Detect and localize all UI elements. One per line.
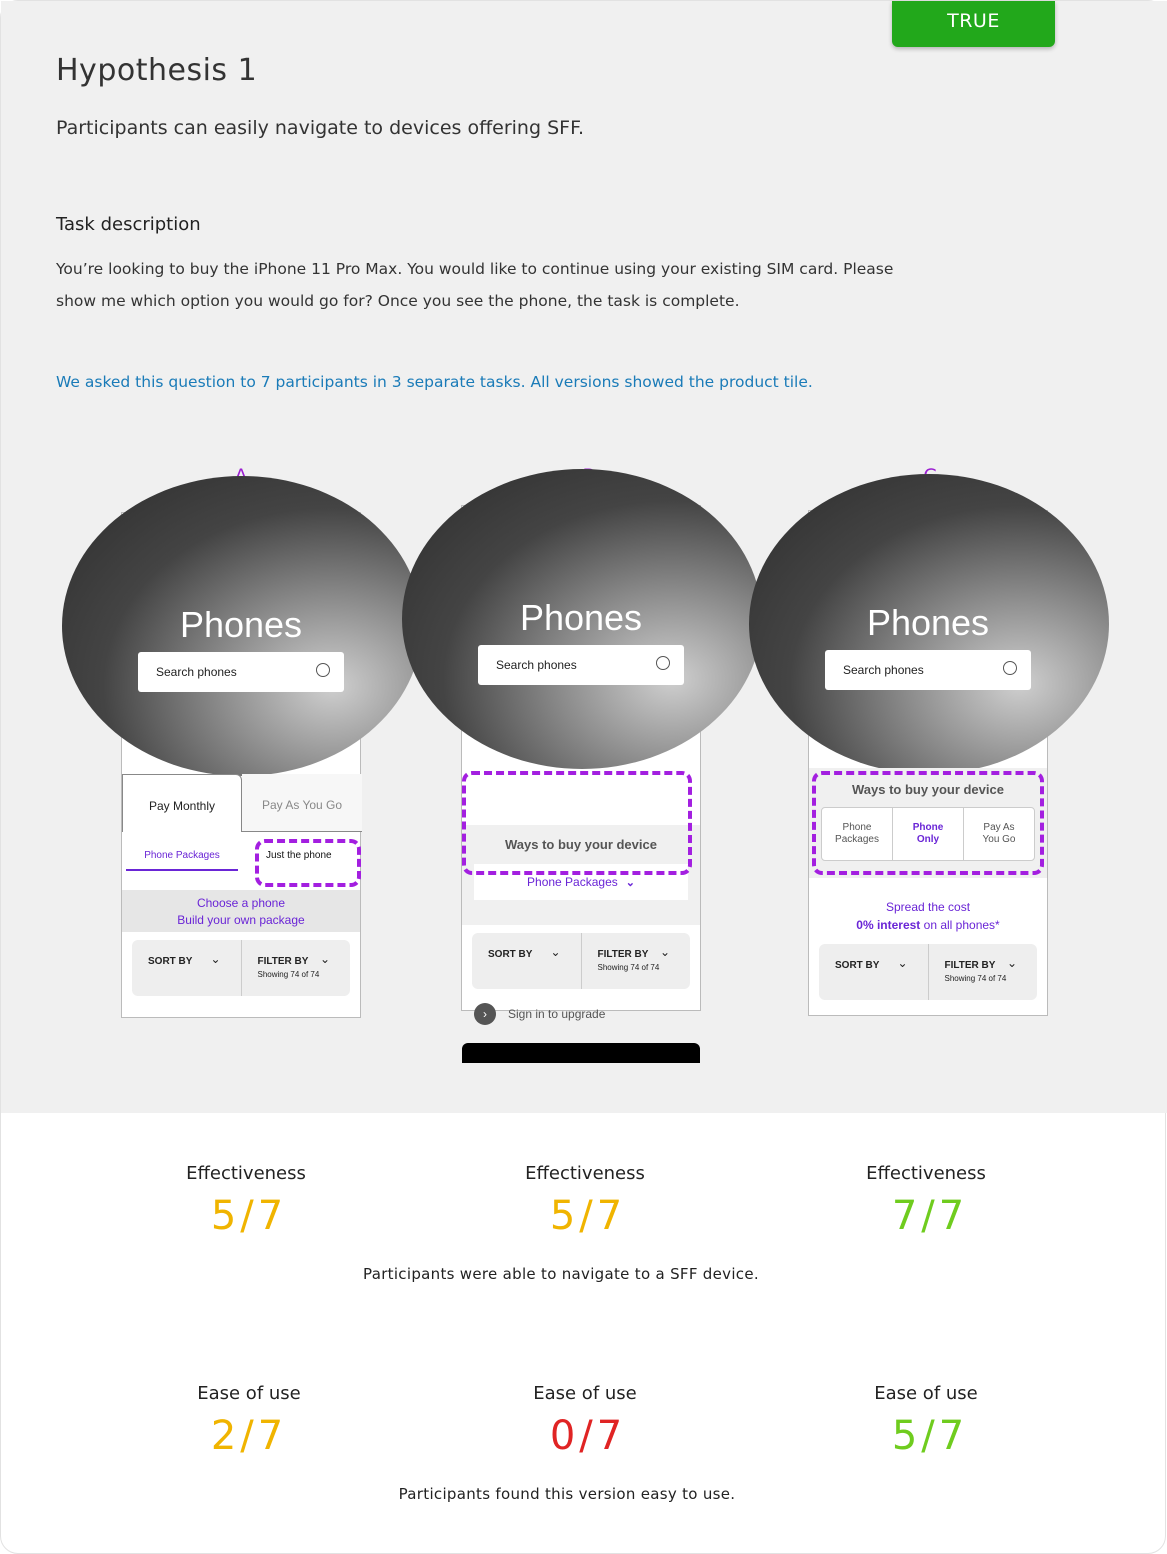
- choose-banner: Choose a phone Build your own package: [122, 890, 360, 932]
- phone-mockup-c: [808, 510, 1048, 1016]
- hypothesis-text: Participants can easily navigate to devices offering SFF.: [56, 117, 584, 139]
- search-input: Search phones: [825, 650, 1031, 690]
- subtab-just-the-phone: Just the phone: [266, 850, 332, 861]
- search-input: Search phones: [478, 645, 684, 685]
- seg-pay-as-you-go: Pay As You Go: [963, 808, 1034, 860]
- sort-filter-bar: [132, 940, 350, 996]
- ease-value-b: 0/7: [549, 1413, 627, 1459]
- effectiveness-value-b: 5/7: [549, 1193, 627, 1239]
- ease-caption: Participants found this version easy to use.: [398, 1485, 736, 1503]
- sort-filter-bar: [472, 933, 690, 989]
- black-bar: [462, 1043, 700, 1063]
- seg-phone-only: Phone Only: [892, 808, 963, 860]
- effectiveness-caption: Participants were able to navigate to a SFF device.: [363, 1265, 759, 1283]
- highlight-a: [255, 839, 361, 887]
- ease-value-c: 5/7: [891, 1413, 969, 1459]
- phone-mockup-a: [121, 512, 361, 1018]
- chevron-right-icon: ›: [474, 1003, 496, 1025]
- tab-pay-monthly: Pay Monthly: [122, 774, 242, 832]
- page-title: Hypothesis 1: [56, 53, 258, 88]
- pay-tabs: [122, 774, 360, 836]
- sort-filter-bar: [819, 944, 1037, 1000]
- ways-title: Ways to buy your device: [852, 782, 1004, 797]
- search-icon: [656, 656, 670, 670]
- hero-title: Phones: [866, 602, 990, 643]
- task-description: You’re looking to buy the iPhone 11 Pro Max. You would like to continue using your existing SIM card. Please show me which option you would go for? Once you see the phone, the task is complete.: [56, 260, 894, 310]
- sign-in-upgrade: › Sign in to upgrade: [462, 989, 700, 1039]
- tab-pay-as-you-go: Pay As You Go: [242, 774, 362, 832]
- effectiveness-label-c: Effectiveness: [866, 1163, 986, 1184]
- filter-by: FILTER BY ⌄ Showing 74 of 74: [928, 944, 1038, 1000]
- ways-select: Phone Packages ⌄: [474, 864, 688, 900]
- effectiveness-label-a: Effectiveness: [186, 1163, 306, 1184]
- hero: [809, 594, 1047, 774]
- highlight-b: [462, 771, 692, 875]
- sort-by: SORT BY ⌄: [148, 952, 221, 967]
- effectiveness-value-c: 7/7: [891, 1193, 969, 1239]
- ease-label-a: Ease of use: [197, 1383, 301, 1404]
- effectiveness-label-b: Effectiveness: [525, 1163, 645, 1184]
- sort-by: SORT BY ⌄: [488, 945, 561, 960]
- search-input: Search phones: [138, 652, 344, 692]
- ease-label-b: Ease of use: [533, 1383, 637, 1404]
- effectiveness-value-a: 5/7: [210, 1193, 288, 1239]
- participants-note: We asked this question to 7 participants in 3 separate tasks. All versions showed the product tile.: [56, 373, 813, 391]
- phone-mockup-b: [461, 505, 701, 1021]
- filter-by: FILTER BY ⌄ Showing 74 of 74: [581, 933, 691, 989]
- highlight-c: [812, 771, 1044, 875]
- ease-value-a: 2/7: [210, 1413, 288, 1459]
- search-icon: [1003, 661, 1017, 675]
- hero: [122, 596, 360, 776]
- spread-cost: Spread the cost 0% interest on all phones*: [856, 900, 1000, 932]
- ways-title: Ways to buy your device: [505, 837, 657, 852]
- seg-phone-packages: Phone Packages: [835, 822, 879, 845]
- hero-title: Phones: [519, 597, 643, 638]
- filter-by: FILTER BY ⌄ Showing 74 of 74: [241, 940, 351, 996]
- verdict-badge: TRUE: [892, 1, 1055, 47]
- search-icon: [316, 663, 330, 677]
- hero-title: Phones: [179, 604, 303, 645]
- chevron-down-icon: ⌄: [625, 877, 635, 889]
- task-heading: Task description: [56, 214, 201, 235]
- sort-by: SORT BY ⌄: [835, 956, 908, 971]
- ease-label-c: Ease of use: [874, 1383, 978, 1404]
- subtab-phone-packages: Phone Packages: [126, 850, 238, 871]
- hero: [462, 589, 700, 769]
